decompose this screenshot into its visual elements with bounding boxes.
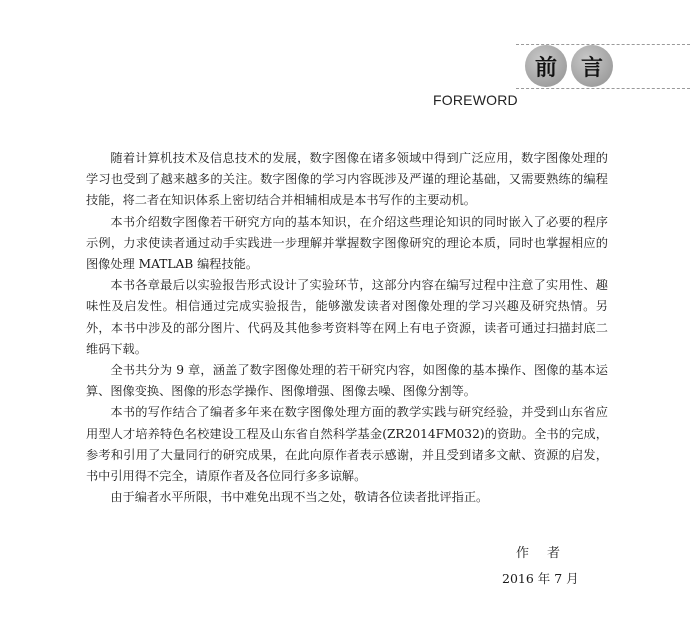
paragraph: 随着计算机技术及信息技术的发展，数字图像在诸多领域中得到广泛应用，数字图像处理的学习也受到了越来越多的关注。数字图像的学习内容既涉及严谨的理论基础，又需要熟练的编程技能，将二者在知识体系上密切结合并相辅相成是本书写作的主要动机。 xyxy=(86,151,608,208)
title-char-circle-2: 言 xyxy=(571,45,613,87)
title-char-circle-1: 前 xyxy=(525,45,567,87)
paragraph: 由于编者水平所限，书中难免出现不当之处，敬请各位读者批评指正。 xyxy=(110,490,489,505)
paragraph: 本书介绍数字图像若干研究方向的基本知识，在介绍这些理论知识的同时嵌入了必要的程序示例，力求使读者通过动手实践进一步理解并掌握数字图像研究的理论本质，同时也掌握相应的图像处理 MATLAB 编程技能。 xyxy=(86,214,608,272)
paragraph: 本书各章最后以实验报告形式设计了实验环节，这部分内容在编写过程中注意了实用性、趣味性及启发性。相信通过完成实验报告，能够激发读者对图像处理的学习兴趣及研究热情。另外，本书中涉及的部分图片、代码及其他参考资料等在网上有电子资源，读者可通过扫描封底二维码下载。 xyxy=(86,278,608,356)
signature-date: 2016 年 7 月 xyxy=(502,571,579,586)
author-signature: 作者 xyxy=(516,546,579,561)
header-rule-bottom xyxy=(516,88,690,89)
page-subtitle: FOREWORD xyxy=(433,92,518,108)
paragraph: 本书的写作结合了编者多年来在数字图像处理方面的教学实践与研究经验，并受到山东省应用型人才培养特色名校建设工程及山东省自然科学基金(ZR2014FM032)的资助。全书的完成，参考和引用了大量同行的研究成果，在此向原作者表示感谢，并且受到诸多文献、资源的启发，书中引用得不完全，请原作者及各位同行多多谅解。 xyxy=(86,405,608,484)
paragraph: 全书共分为 9 章，涵盖了数字图像处理的若干研究内容，如图像的基本操作、图像的基本运算、图像变换、图像的形态学操作、图像增强、图像去噪、图像分割等。 xyxy=(86,363,608,399)
preface-body xyxy=(86,148,608,508)
